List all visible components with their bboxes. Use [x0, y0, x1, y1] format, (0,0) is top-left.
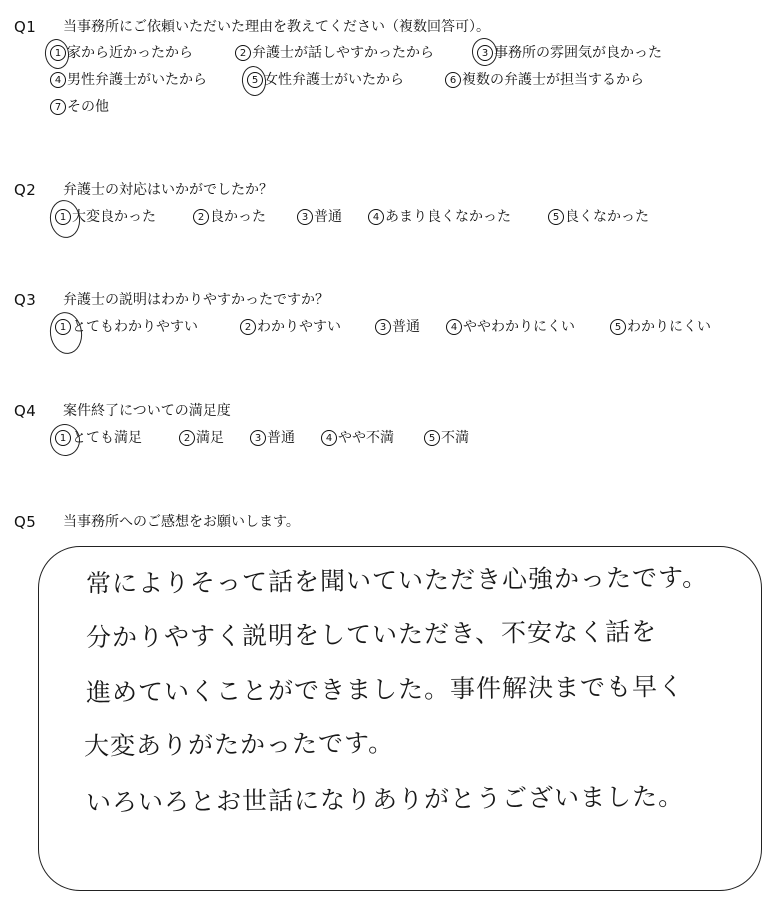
- q4-option-1[interactable]: 1 とても満足: [55, 429, 142, 447]
- q2-option-3[interactable]: 3 普通: [297, 208, 342, 226]
- q3-option-5[interactable]: 5 わかりにくい: [610, 318, 711, 336]
- q1-selection-circle-5: [240, 64, 268, 97]
- q2-option-1[interactable]: 1 大変良かった: [55, 208, 156, 226]
- q2-label: Q2: [14, 181, 37, 199]
- q4-option-2[interactable]: 2 満足: [179, 429, 224, 447]
- q1-selection-circle-1: [43, 37, 71, 70]
- q1-option-7[interactable]: 7 その他: [50, 98, 109, 116]
- comment-line-2: 分かりやすく説明をしていただき、不安なく話を: [85, 617, 658, 652]
- q3-selection-circle-1: [47, 310, 85, 356]
- q4-option-4[interactable]: 4 やや不満: [321, 429, 394, 447]
- q5-question: 当事務所へのご感想をお願いします。: [63, 514, 300, 530]
- q2-option-4[interactable]: 4 あまり良くなかった: [368, 208, 511, 226]
- q4-label: Q4: [14, 402, 37, 420]
- q1-option-5[interactable]: 5 女性弁護士がいたから: [247, 71, 404, 89]
- q4-selection-circle-1: [48, 422, 82, 458]
- q2-option-2[interactable]: 2 良かった: [193, 208, 266, 226]
- q2-option-5[interactable]: 5 良くなかった: [548, 208, 649, 226]
- comment-line-1: 常によりそって話を聞いていただき心強かったです。: [85, 562, 709, 599]
- q1-label: Q1: [14, 18, 37, 36]
- q1-option-3[interactable]: 3 事務所の雰囲気が良かった: [477, 44, 662, 62]
- q1-option-6[interactable]: 6 複数の弁護士が担当するから: [445, 71, 644, 89]
- q5-label: Q5: [14, 513, 37, 531]
- q4-option-5[interactable]: 5 不満: [424, 429, 469, 447]
- q4-option-3[interactable]: 3 普通: [250, 429, 295, 447]
- q3-option-1[interactable]: 1 とてもわかりやすい: [55, 318, 198, 336]
- q3-option-4[interactable]: 4 ややわかりにくい: [446, 318, 575, 336]
- q1-question: 当事務所にご依頼いただいた理由を教えてください（複数回答可）。: [63, 19, 490, 35]
- comment-line-3: 進めていくことができました。事件解決までも早く: [85, 671, 685, 708]
- q1-selection-circle-3: [470, 36, 499, 67]
- q3-option-2[interactable]: 2 わかりやすい: [240, 318, 341, 336]
- q3-question: 弁護士の説明はわかりやすかったですか？: [63, 292, 329, 308]
- comment-line-5: いろいろとお世話になりありがとうございました。: [85, 781, 685, 818]
- q1-option-4[interactable]: 4 男性弁護士がいたから: [50, 71, 207, 89]
- comment-line-4: 大変ありがたかったです。: [83, 728, 395, 761]
- q4-question: 案件終了についての満足度: [63, 403, 231, 419]
- q1-option-2[interactable]: 2 弁護士が話しやすかったから: [235, 44, 434, 62]
- q2-question: 弁護士の対応はいかがでしたか？: [63, 182, 273, 198]
- q1-option-1[interactable]: 1 家から近かったから: [50, 44, 193, 62]
- q3-label: Q3: [14, 291, 37, 309]
- q3-option-3[interactable]: 3 普通: [375, 318, 420, 336]
- q2-selection-circle-1: [48, 198, 83, 240]
